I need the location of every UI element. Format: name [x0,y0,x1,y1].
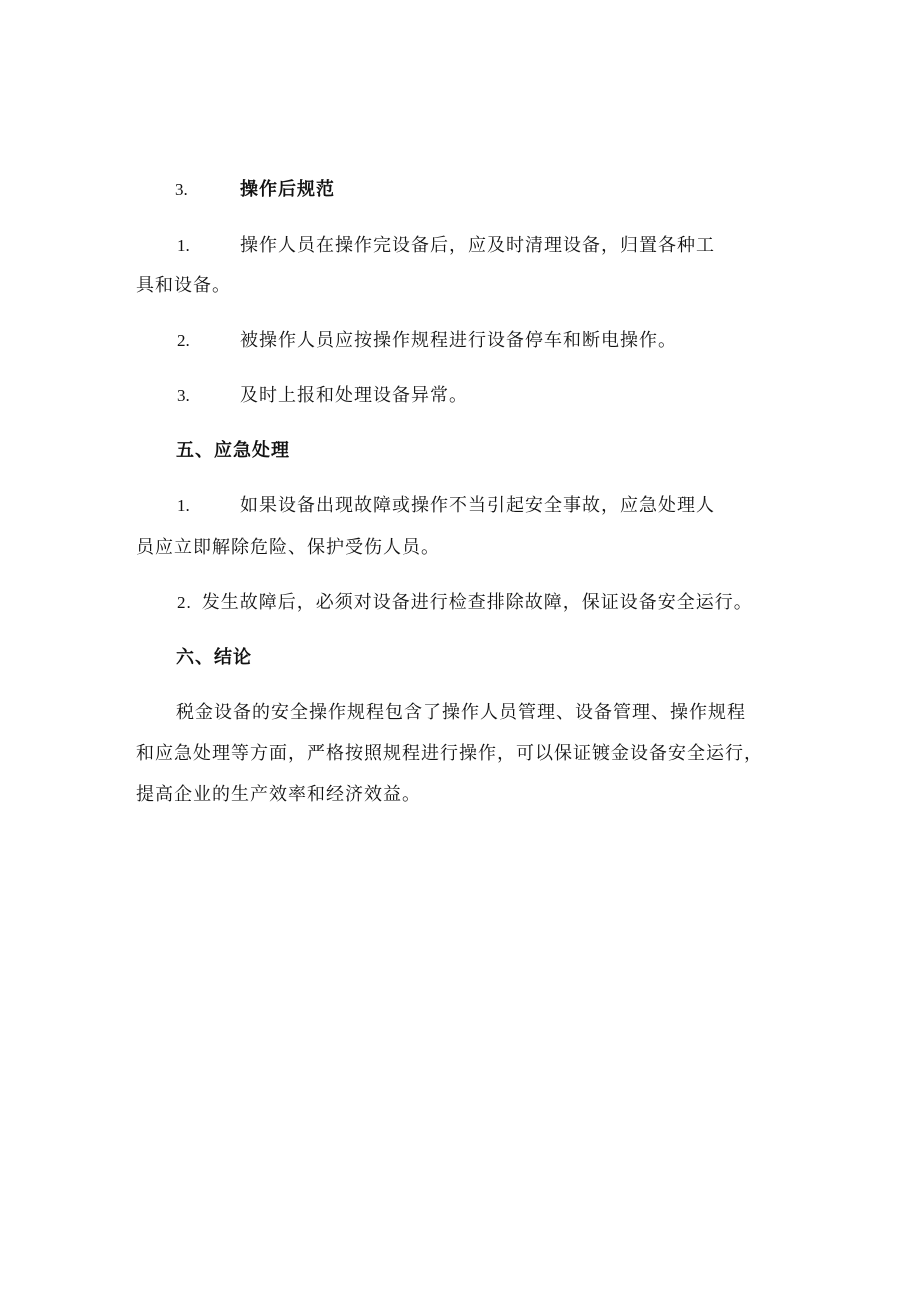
section5-item2-line1: 发生故障后，必须对设备进行检查排除故障，保证设备安全运行。 [201,592,753,613]
section3-title: 操作后规范 [240,179,335,200]
section3-item1-line1: 操作人员在操作完设备后，应及时清理设备，归置各种工 [240,235,715,256]
section6-title: 六、结论 [176,647,252,668]
section6-paragraph-line1: 税金设备的安全操作规程包含了操作人员管理、设备管理、操作规程 [176,702,746,723]
section6-paragraph-line2: 和应急处理等方面，严格按照规程进行操作，可以保证镀金设备安全运行， [136,743,763,764]
section3-item2-number: 2. [177,331,190,350]
section5-item1-line1: 如果设备出现故障或操作不当引起安全事故，应急处理人 [240,495,715,516]
section5-title: 五、应急处理 [176,440,290,461]
section3-item2-line1: 被操作人员应按操作规程进行设备停车和断电操作。 [240,330,677,351]
section3-item3-number: 3. [177,386,190,405]
section5-item2-number: 2. [177,593,192,612]
section5-item2 [177,591,753,615]
section6-paragraph-line3: 提高企业的生产效率和经济效益。 [136,784,421,805]
section5-item1-line2: 员应立即解除危险、保护受伤人员。 [136,537,440,558]
section3-item1-number: 1. [177,236,190,255]
section3-item1-line2: 具和设备。 [136,275,231,296]
section3-number: 3. [175,180,188,199]
section3-item3-line1: 及时上报和处理设备异常。 [240,385,468,406]
section5-item1-number: 1. [177,496,190,515]
